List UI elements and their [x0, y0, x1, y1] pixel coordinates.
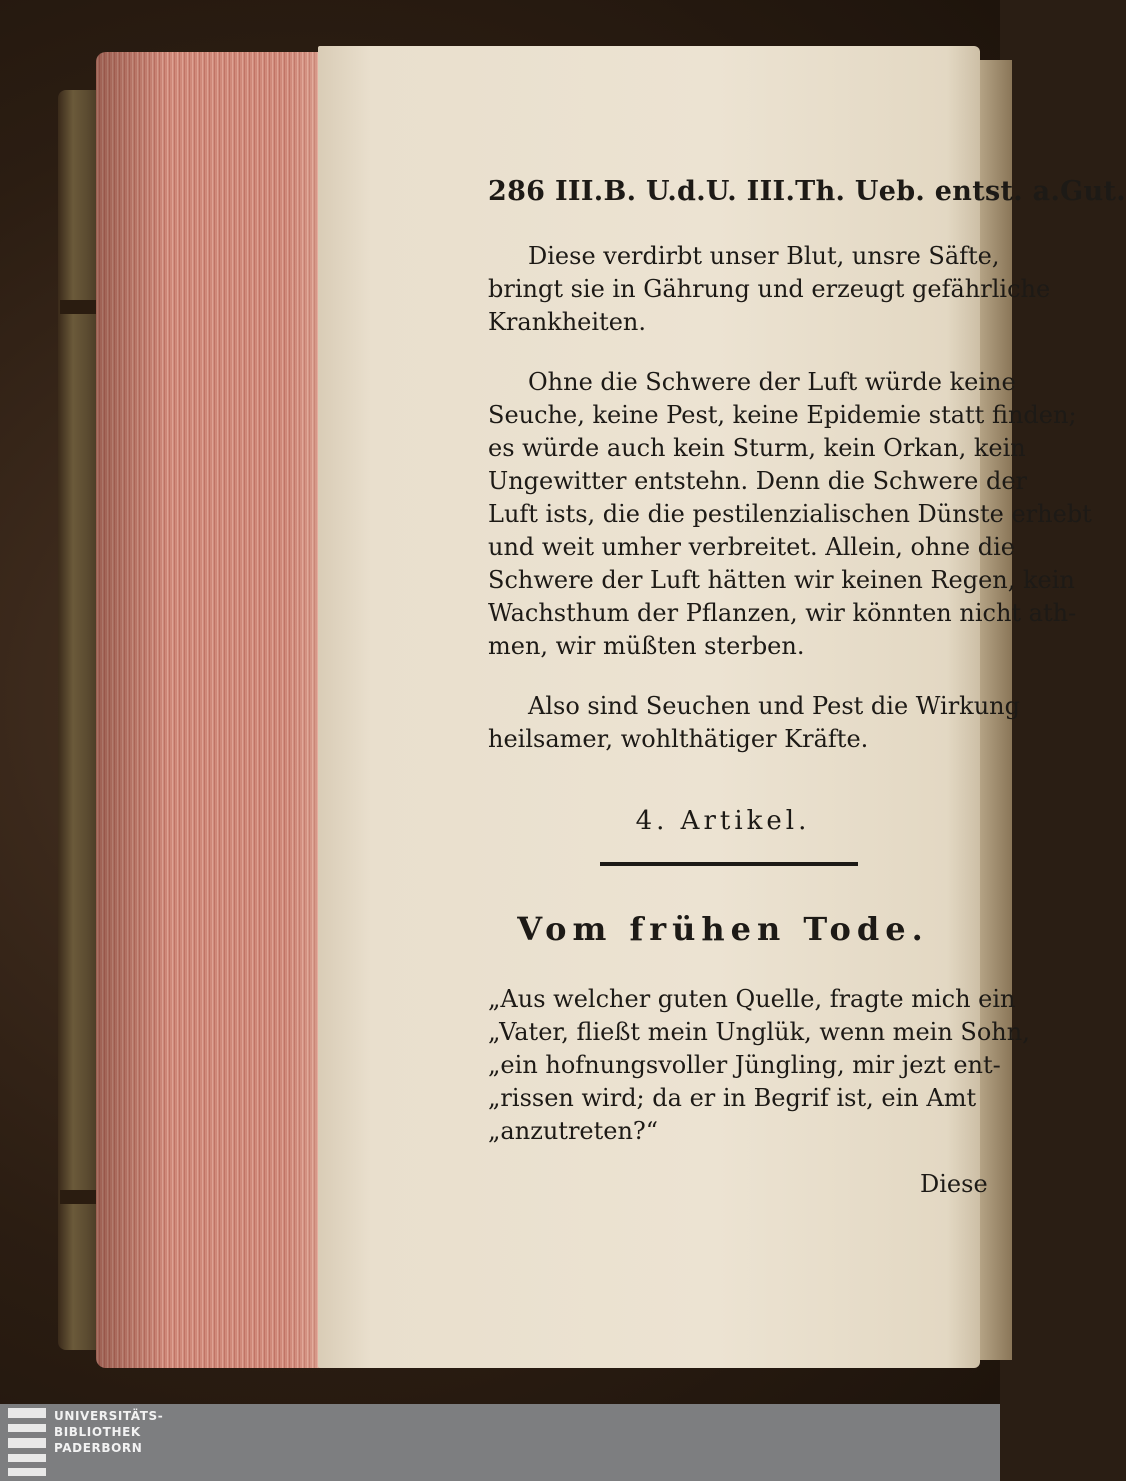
text-line: men, wir müßten sterben.: [488, 632, 805, 660]
section-title: Vom frühen Tode.: [517, 910, 929, 948]
text-line: Luft ists, die die pestilenzialischen Dünste erhebt: [488, 500, 1092, 528]
library-logo-icon: [8, 1408, 46, 1476]
text-line: „Aus welcher guten Quelle, fragte mich ein: [488, 985, 1016, 1013]
text-line: „ein hofnungsvoller Jüngling, mir jezt ent-: [488, 1051, 1001, 1079]
library-logo-text: [54, 1408, 163, 1456]
text-line: Wachsthum der Pflanzen, wir könnten nicht ath-: [488, 599, 1077, 627]
logo-line: PADERBORN: [54, 1441, 143, 1455]
text-line: Krankheiten.: [488, 308, 646, 336]
text-line: und weit umher verbreitet. Allein, ohne die: [488, 533, 1015, 561]
logo-line: BIBLIOTHEK: [54, 1425, 141, 1439]
text-line: heilsamer, wohlthätiger Kräfte.: [488, 725, 869, 753]
running-header: 286 III.B. U.d.U. III.Th. Ueb. entst. a.Gut.: [488, 176, 1126, 207]
text-line: „anzutreten?“: [488, 1117, 659, 1145]
text-line: Also sind Seuchen und Pest die Wirkung: [528, 692, 1020, 720]
text-line: Ohne die Schwere der Luft würde keine: [528, 368, 1016, 396]
text-line: es würde auch kein Sturm, kein Orkan, kein: [488, 434, 1026, 462]
catchword: Diese: [920, 1170, 988, 1198]
text-line: bringt sie in Gährung und erzeugt gefährliche: [488, 275, 1051, 303]
text-line: Seuche, keine Pest, keine Epidemie statt finden;: [488, 401, 1077, 429]
logo-line: UNIVERSITÄTS-: [54, 1409, 164, 1423]
section-rule: [600, 862, 858, 866]
text-line: Diese verdirbt unser Blut, unsre Säfte,: [528, 242, 1000, 270]
article-heading: 4. Artikel.: [635, 806, 811, 836]
text-line: Ungewitter entstehn. Denn die Schwere der: [488, 467, 1027, 495]
text-line: Schwere der Luft hätten wir keinen Regen, kein: [488, 566, 1075, 594]
text-line: „Vater, fließt mein Unglük, wenn mein Sohn,: [488, 1018, 1030, 1046]
text-line: „rissen wird; da er in Begrif ist, ein Amt: [488, 1084, 977, 1112]
page-edges-shade: [96, 52, 336, 1368]
